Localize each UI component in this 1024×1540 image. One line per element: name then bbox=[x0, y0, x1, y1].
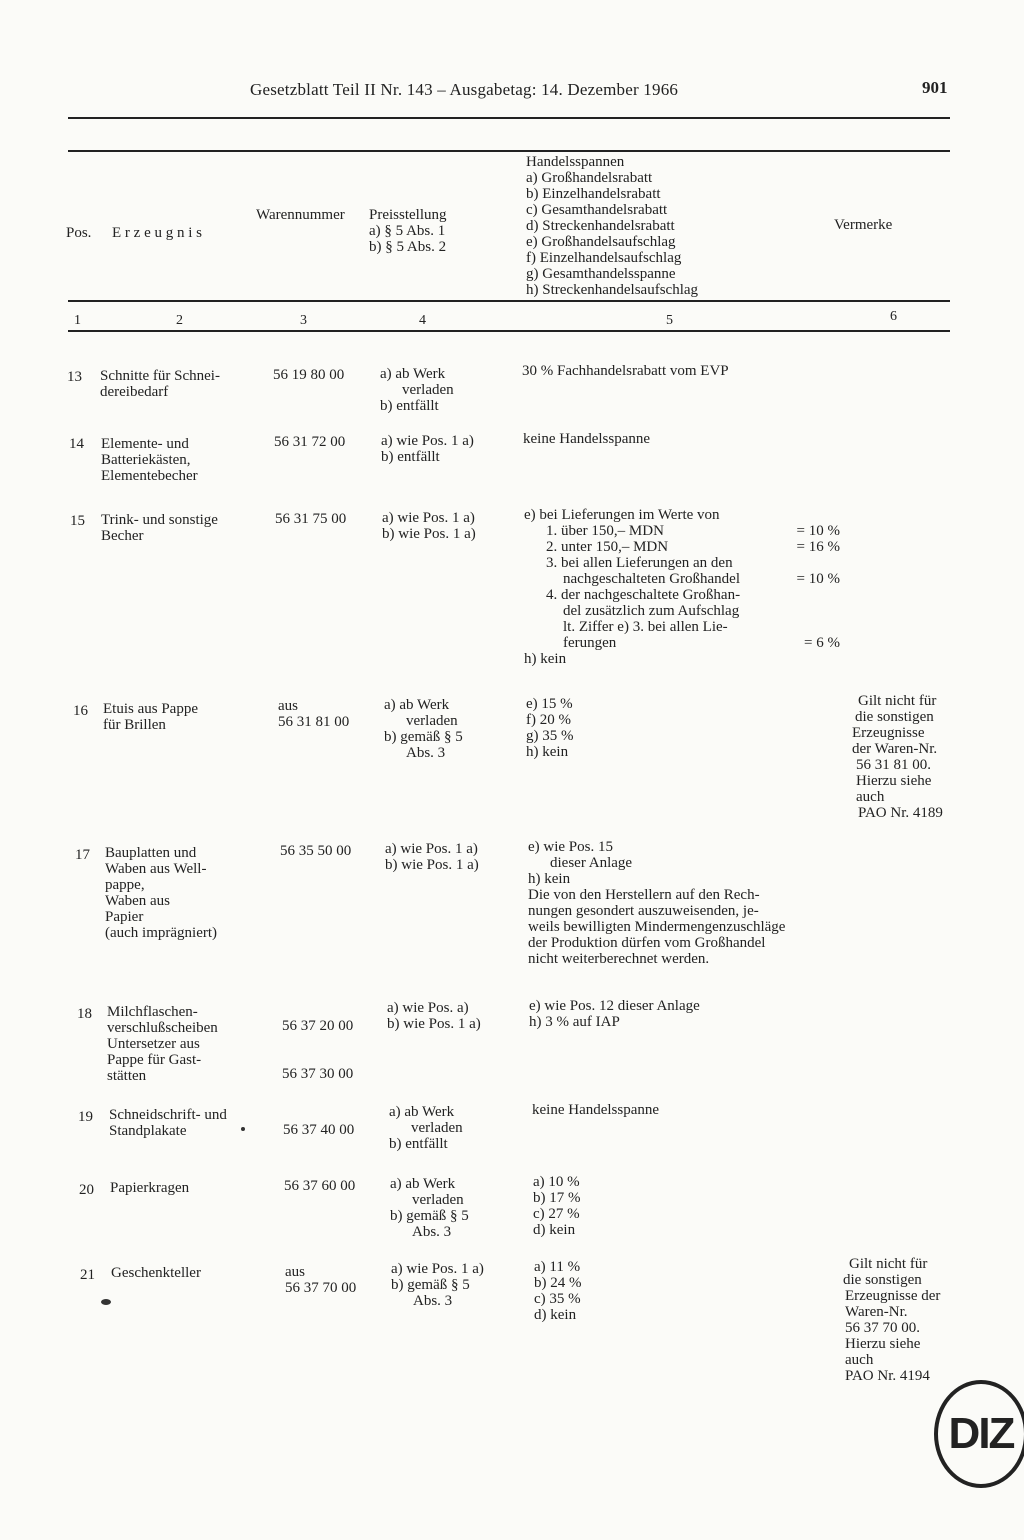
preis-line: verladen bbox=[402, 382, 454, 398]
preis-line: a) wie Pos. 1 a) bbox=[381, 433, 474, 449]
table-top-rule bbox=[68, 150, 950, 152]
heading-bottom-rule bbox=[68, 300, 950, 302]
row-handelsspanne bbox=[533, 1174, 581, 1238]
erzeugnis-line: Elemente- und bbox=[101, 436, 189, 452]
row-warennummer: 56 37 60 00 bbox=[284, 1178, 356, 1194]
erzeugnis-line: Waben aus bbox=[105, 893, 171, 909]
row-erzeugnis bbox=[101, 512, 218, 544]
row-erzeugnis bbox=[101, 436, 198, 484]
row-pos: 19 bbox=[78, 1109, 93, 1125]
col-head-handelsspannen bbox=[526, 154, 698, 298]
spannen-head-line: c) Gesamthandelsrabatt bbox=[526, 202, 668, 218]
col-number: 2 bbox=[176, 313, 183, 328]
vermerk-line: auch bbox=[856, 789, 885, 805]
row-preisstellung bbox=[380, 366, 454, 414]
erzeugnis-line: verschlußscheiben bbox=[107, 1020, 218, 1036]
vermerk-line: auch bbox=[845, 1352, 874, 1368]
row-vermerk bbox=[852, 693, 943, 821]
erzeugnis-line: Schnitte für Schnei- bbox=[100, 368, 220, 384]
row-preisstellung bbox=[391, 1261, 484, 1309]
spanne-item-text: del zusätzlich zum Aufschlag bbox=[563, 603, 740, 619]
row-pos: 17 bbox=[75, 847, 90, 863]
spannen-head-line: f) Einzelhandelsaufschlag bbox=[526, 250, 682, 266]
row-warennummer bbox=[285, 1264, 356, 1296]
col-head-erzeugnis: E r z e u g n i s bbox=[112, 225, 202, 241]
vermerk-line: die sonstigen bbox=[855, 709, 934, 725]
preis-line: b) wie Pos. 1 a) bbox=[387, 1016, 481, 1032]
row-pos: 21 bbox=[80, 1267, 95, 1283]
spanne-item-text: 1. über 150,– MDN bbox=[546, 523, 664, 539]
row-warennummer: 56 35 50 00 bbox=[280, 843, 352, 859]
row-preisstellung bbox=[384, 697, 463, 761]
row-warennummer: 56 19 80 00 bbox=[273, 367, 345, 383]
erzeugnis-line: (auch imprägniert) bbox=[105, 925, 218, 941]
vermerk-line: PAO Nr. 4194 bbox=[845, 1368, 930, 1384]
preis-line: b) gemäß § 5 bbox=[384, 729, 463, 745]
row-pos: 16 bbox=[73, 703, 88, 719]
spanne-item bbox=[524, 619, 840, 635]
vermerk-line: der Waren-Nr. bbox=[852, 741, 938, 757]
erzeugnis-line: Schneidschrift- und bbox=[109, 1107, 227, 1123]
row-erzeugnis: Papierkragen bbox=[110, 1180, 190, 1196]
row-erzeugnis bbox=[103, 701, 198, 733]
row-warennummer: 56 37 30 00 bbox=[282, 1066, 354, 1082]
vermerk-line: Gilt nicht für bbox=[849, 1256, 928, 1272]
running-header: Gesetzblatt Teil II Nr. 143 – Ausgabetag: 14. Dezember 1966 bbox=[250, 80, 679, 99]
spanne-line: nicht weiterberechnet werden. bbox=[528, 951, 710, 967]
spannen-head-line: h) Streckenhandelsaufschlag bbox=[526, 282, 699, 298]
spanne-item bbox=[524, 523, 840, 539]
spanne-line: c) 35 % bbox=[534, 1291, 581, 1307]
spanne-line: h) kein bbox=[528, 871, 571, 887]
spanne-line: c) 27 % bbox=[533, 1206, 580, 1222]
erzeugnis-line: Etuis aus Pappe bbox=[103, 701, 198, 717]
col-head-warennummer: Warennummer bbox=[256, 207, 345, 223]
vermerk-line: die sonstigen bbox=[843, 1272, 922, 1288]
spanne-line: weils bewilligten Mindermengenzuschläge bbox=[528, 919, 786, 935]
row-warennummer: 56 37 40 00 bbox=[283, 1122, 355, 1138]
row-handelsspanne bbox=[529, 998, 700, 1030]
vermerk-line: PAO Nr. 4189 bbox=[858, 805, 943, 821]
preis-line: b) entfällt bbox=[381, 449, 440, 465]
preis-head-line: Preisstellung bbox=[369, 207, 447, 223]
spanne-line: a) 10 % bbox=[533, 1174, 580, 1190]
preis-line: b) entfällt bbox=[389, 1136, 448, 1152]
erzeugnis-line: Milchflaschen- bbox=[107, 1004, 198, 1020]
row-pos: 18 bbox=[77, 1006, 92, 1022]
preis-line: a) ab Werk bbox=[384, 697, 450, 713]
erzeugnis-line: Bauplatten und bbox=[105, 845, 197, 861]
numbers-bottom-rule bbox=[68, 330, 950, 332]
row-warennummer bbox=[278, 698, 349, 730]
row-handelsspanne: keine Handelsspanne bbox=[532, 1102, 660, 1118]
row-pos: 15 bbox=[70, 513, 85, 529]
spanne-item-text: lt. Ziffer e) 3. bei allen Lie- bbox=[563, 619, 728, 635]
row-erzeugnis bbox=[107, 1004, 218, 1084]
erzeugnis-line: Pappe für Gast- bbox=[107, 1052, 202, 1068]
col-head-pos: Pos. bbox=[66, 225, 92, 241]
vermerk-line: Erzeugnisse der bbox=[845, 1288, 941, 1304]
col-number: 3 bbox=[300, 313, 307, 328]
spanne-item bbox=[524, 587, 840, 603]
spanne-item bbox=[524, 539, 840, 555]
spanne-item bbox=[524, 555, 840, 571]
row-vermerk bbox=[843, 1256, 940, 1384]
spanne-line: Die von den Herstellern auf den Rech- bbox=[528, 887, 760, 903]
spanne-line: h) kein bbox=[526, 744, 569, 760]
spanne-line: g) 35 % bbox=[526, 728, 574, 744]
erzeugnis-line: für Brillen bbox=[103, 717, 166, 733]
spannen-head-line: e) Großhandelsaufschlag bbox=[526, 234, 676, 250]
erzeugnis-line: dereibedarf bbox=[100, 384, 169, 400]
preis-head-line: b) § 5 Abs. 2 bbox=[369, 239, 447, 255]
row-warennummer: 56 31 75 00 bbox=[275, 511, 347, 527]
spannen-head-line: g) Gesamthandelsspanne bbox=[526, 266, 676, 282]
vermerk-line: Waren-Nr. bbox=[845, 1304, 908, 1320]
spanne-item-text: 3. bei allen Lieferungen an den bbox=[546, 555, 733, 571]
erzeugnis-line: Trink- und sonstige bbox=[101, 512, 218, 528]
preis-line: a) wie Pos. 1 a) bbox=[385, 841, 478, 857]
ware-line: 56 37 70 00 bbox=[285, 1280, 357, 1296]
vermerk-line: Hierzu siehe bbox=[845, 1336, 921, 1352]
spanne-line: e) wie Pos. 12 dieser Anlage bbox=[529, 998, 700, 1014]
spanne-line: e) wie Pos. 15 bbox=[528, 839, 613, 855]
spanne-line: d) kein bbox=[533, 1222, 576, 1238]
spanne-item-text: ferungen bbox=[563, 635, 617, 651]
spanne-line: b) 24 % bbox=[534, 1275, 582, 1291]
row-pos: 20 bbox=[79, 1182, 94, 1198]
spanne-line: nungen gesondert auszuweisenden, je- bbox=[528, 903, 759, 919]
preis-line: verladen bbox=[406, 713, 458, 729]
preis-line: b) gemäß § 5 bbox=[390, 1208, 469, 1224]
spanne-item-text: 2. unter 150,– MDN bbox=[546, 539, 669, 555]
erzeugnis-line: Papier bbox=[105, 909, 144, 925]
spanne-line: f) 20 % bbox=[526, 712, 571, 728]
row-erzeugnis bbox=[100, 368, 220, 400]
row-handelsspanne: keine Handelsspanne bbox=[523, 431, 651, 447]
spanne-line: e) bei Lieferungen im Werte von bbox=[524, 507, 720, 523]
spanne-line: a) 11 % bbox=[534, 1259, 581, 1275]
row-preisstellung bbox=[385, 841, 479, 873]
row-pos: 14 bbox=[69, 436, 84, 452]
row-warennummer: 56 31 72 00 bbox=[274, 434, 346, 450]
spanne-line: h) kein bbox=[524, 651, 567, 667]
preis-line: b) entfällt bbox=[380, 398, 439, 414]
spanne-line: dieser Anlage bbox=[550, 855, 633, 871]
preis-line: b) wie Pos. 1 a) bbox=[382, 526, 476, 542]
preis-line: a) ab Werk bbox=[380, 366, 446, 382]
preis-line: Abs. 3 bbox=[406, 745, 446, 761]
spanne-line: der Produktion dürfen vom Großhandel bbox=[528, 935, 766, 951]
row-preisstellung bbox=[387, 1000, 481, 1032]
ink-dot bbox=[101, 1299, 111, 1305]
col-number: 1 bbox=[74, 313, 81, 328]
spannen-head-line: Handelsspannen bbox=[526, 154, 625, 170]
erzeugnis-line: stätten bbox=[107, 1068, 147, 1084]
ware-line: aus bbox=[278, 698, 298, 714]
row-handelsspanne bbox=[524, 507, 840, 667]
preis-line: a) wie Pos. 1 a) bbox=[382, 510, 475, 526]
vermerk-line: Erzeugnisse bbox=[852, 725, 925, 741]
preis-head-line: a) § 5 Abs. 1 bbox=[369, 223, 446, 239]
spanne-item-value: = 10 % bbox=[796, 523, 840, 539]
row-handelsspanne bbox=[534, 1259, 582, 1323]
erzeugnis-line: Elementebecher bbox=[101, 468, 198, 484]
preis-line: b) gemäß § 5 bbox=[391, 1277, 470, 1293]
col-head-vermerke: Vermerke bbox=[834, 217, 893, 233]
vermerk-line: Gilt nicht für bbox=[858, 693, 937, 709]
spanne-item-text: 4. der nachgeschaltete Großhan- bbox=[546, 587, 741, 603]
spanne-item bbox=[524, 571, 840, 587]
spanne-item-value: = 16 % bbox=[796, 539, 840, 555]
header-rule bbox=[68, 117, 950, 119]
row-erzeugnis bbox=[105, 845, 217, 941]
row-erzeugnis bbox=[109, 1107, 227, 1139]
preis-line: a) wie Pos. a) bbox=[387, 1000, 469, 1016]
spannen-head-line: d) Streckenhandelsrabatt bbox=[526, 218, 675, 234]
vermerk-line: Hierzu siehe bbox=[856, 773, 932, 789]
ware-line: 56 31 81 00 bbox=[278, 714, 350, 730]
preis-line: a) ab Werk bbox=[390, 1176, 456, 1192]
preis-line: a) wie Pos. 1 a) bbox=[391, 1261, 484, 1277]
spanne-item-value: = 6 % bbox=[804, 635, 840, 651]
erzeugnis-line: Standplakate bbox=[109, 1123, 187, 1139]
diz-stamp bbox=[934, 1380, 1024, 1488]
erzeugnis-line: Untersetzer aus bbox=[107, 1036, 200, 1052]
row-preisstellung bbox=[390, 1176, 469, 1240]
spannen-head-line: a) Großhandelsrabatt bbox=[526, 170, 653, 186]
row-pos: 13 bbox=[67, 369, 82, 385]
preis-line: b) wie Pos. 1 a) bbox=[385, 857, 479, 873]
vermerk-line: 56 37 70 00. bbox=[845, 1320, 920, 1336]
preis-line: verladen bbox=[412, 1192, 464, 1208]
row-preisstellung bbox=[381, 433, 474, 465]
stamp-text: DIZ bbox=[948, 1409, 1014, 1458]
col-number: 4 bbox=[419, 313, 426, 328]
spanne-item bbox=[524, 603, 840, 619]
row-erzeugnis: Geschenkteller bbox=[111, 1265, 201, 1281]
row-preisstellung bbox=[389, 1104, 463, 1152]
ware-line: aus bbox=[285, 1264, 305, 1280]
col-number: 6 bbox=[890, 309, 897, 324]
spanne-line: d) kein bbox=[534, 1307, 577, 1323]
vermerk-line: 56 31 81 00. bbox=[856, 757, 931, 773]
erzeugnis-line: Batteriekästen, bbox=[101, 452, 191, 468]
spanne-item-text: nachgeschalteten Großhandel bbox=[563, 571, 741, 587]
row-preisstellung bbox=[382, 510, 476, 542]
spanne-item bbox=[524, 635, 840, 651]
spanne-line: b) 17 % bbox=[533, 1190, 581, 1206]
preis-line: Abs. 3 bbox=[413, 1293, 453, 1309]
preis-line: Abs. 3 bbox=[412, 1224, 452, 1240]
preis-line: a) ab Werk bbox=[389, 1104, 455, 1120]
erzeugnis-line: Becher bbox=[101, 528, 144, 544]
preis-line: verladen bbox=[411, 1120, 463, 1136]
row-handelsspanne bbox=[528, 839, 785, 967]
ink-dot bbox=[241, 1127, 245, 1131]
spanne-line: h) 3 % auf IAP bbox=[529, 1014, 620, 1030]
col-number: 5 bbox=[666, 313, 673, 328]
erzeugnis-line: Waben aus Well- bbox=[105, 861, 207, 877]
row-warennummer: 56 37 20 00 bbox=[282, 1018, 354, 1034]
col-head-preisstellung bbox=[369, 207, 447, 255]
erzeugnis-line: pappe, bbox=[105, 877, 145, 893]
spanne-item-value: = 10 % bbox=[796, 571, 840, 587]
spannen-head-line: b) Einzelhandelsrabatt bbox=[526, 186, 661, 202]
row-handelsspanne: 30 % Fachhandelsrabatt vom EVP bbox=[522, 363, 729, 379]
row-handelsspanne bbox=[526, 696, 574, 760]
page-number: 901 bbox=[922, 78, 948, 97]
spanne-line: e) 15 % bbox=[526, 696, 573, 712]
